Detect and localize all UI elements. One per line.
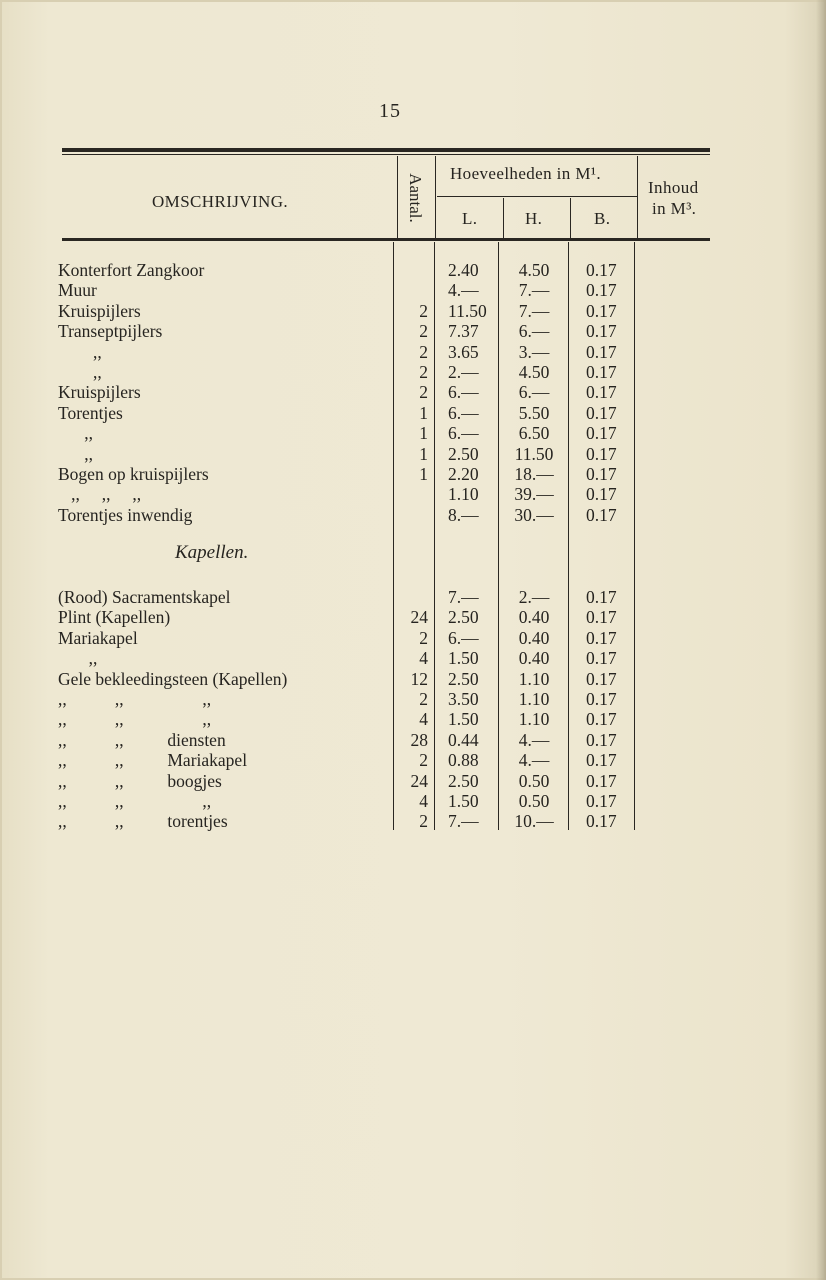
table-row <box>0 444 826 464</box>
row-length: 2.50 <box>448 607 479 628</box>
row-description: ,, ,, torentjes <box>58 811 228 832</box>
table-row <box>0 484 826 504</box>
row-height: 4.50 <box>518 260 550 280</box>
row-length: 1.50 <box>448 709 479 730</box>
table-row <box>0 403 826 423</box>
row-length: 6.— <box>448 382 479 403</box>
row-aantal: 24 <box>410 607 428 628</box>
row-length: 2.50 <box>448 770 479 791</box>
row-width: 0.17 <box>586 607 617 628</box>
row-width: 0.17 <box>586 750 617 771</box>
row-aantal: 4 <box>419 709 428 730</box>
row-width: 0.17 <box>586 341 617 362</box>
row-width: 0.17 <box>586 300 617 321</box>
row-height: 0.40 <box>518 648 550 669</box>
row-description: Mariakapel <box>58 627 138 648</box>
row-width: 0.17 <box>586 648 617 669</box>
row-aantal: 28 <box>410 729 428 750</box>
row-description: Kruispijlers <box>58 382 141 403</box>
row-length: 0.88 <box>448 750 479 771</box>
row-aantal: 12 <box>410 668 428 689</box>
row-description: ,, ,, ,, <box>58 709 212 730</box>
row-description: ,, <box>58 341 102 362</box>
row-description: Muur <box>58 280 97 301</box>
row-aantal: 1 <box>419 443 428 464</box>
row-height: 1.10 <box>518 668 550 689</box>
row-length: 6.— <box>448 402 479 423</box>
row-width: 0.17 <box>586 627 617 648</box>
row-description: Torentjes inwendig <box>58 504 193 525</box>
page-number: 15 <box>379 100 401 122</box>
row-aantal: 1 <box>419 402 428 423</box>
row-description: Plint (Kapellen) <box>58 607 171 628</box>
row-height: 6.50 <box>518 423 550 444</box>
row-height: 39.— <box>514 484 554 505</box>
row-length: 7.— <box>448 587 479 607</box>
col-divider-l-hdr <box>435 156 436 238</box>
row-length: 1.10 <box>448 484 479 505</box>
row-description: ,, <box>58 423 93 444</box>
row-height: 2.— <box>518 587 550 607</box>
row-width: 0.17 <box>586 689 617 709</box>
table-row <box>0 464 826 484</box>
header-b: B. <box>594 209 611 228</box>
table-row <box>0 342 826 362</box>
row-description: (Rood) Sacramentskapel <box>58 587 231 607</box>
table-row <box>0 669 826 689</box>
hoeveelheden-subrule <box>437 196 637 197</box>
col-divider-h-hdr <box>503 198 504 238</box>
row-height: 11.50 <box>514 443 554 464</box>
table-row <box>0 587 826 607</box>
row-height: 0.40 <box>518 627 550 648</box>
table-row <box>0 750 826 770</box>
row-aantal: 2 <box>419 627 428 648</box>
table-row <box>0 689 826 709</box>
row-description: ,, ,, Mariakapel <box>58 750 248 771</box>
row-height: 18.— <box>514 464 554 484</box>
header-inhoud-line1: Inhoud <box>648 178 699 197</box>
row-aantal: 1 <box>419 423 428 444</box>
row-description: ,, ,, boogjes <box>58 770 222 791</box>
row-aantal: 2 <box>419 300 428 321</box>
row-width: 0.17 <box>586 443 617 464</box>
row-width: 0.17 <box>586 668 617 689</box>
row-height: 30.— <box>514 504 554 525</box>
row-height: 4.50 <box>518 362 550 382</box>
row-length: 7.— <box>448 811 479 832</box>
row-aantal: 1 <box>419 464 428 484</box>
table-row <box>0 423 826 443</box>
row-length: 4.— <box>448 280 479 301</box>
row-length: 6.— <box>448 627 479 648</box>
row-length: 0.44 <box>448 729 479 750</box>
row-aantal: 2 <box>419 750 428 771</box>
row-height: 7.— <box>518 300 550 321</box>
row-aantal: 24 <box>410 770 428 791</box>
row-aantal: 2 <box>419 811 428 832</box>
header-aantal-cell <box>401 160 429 236</box>
row-height: 0.50 <box>518 770 550 791</box>
row-description: Kruispijlers <box>58 300 141 321</box>
header-h: H. <box>525 209 543 228</box>
row-height: 6.— <box>518 321 550 342</box>
row-description: ,, <box>58 362 102 382</box>
row-width: 0.17 <box>586 423 617 444</box>
col-divider-inhoud-hdr <box>637 156 638 238</box>
row-aantal: 2 <box>419 689 428 709</box>
row-height: 4.— <box>518 750 550 771</box>
row-description: ,, ,, ,, <box>58 484 142 505</box>
row-description: ,, <box>58 443 93 464</box>
row-length: 2.50 <box>448 443 479 464</box>
row-width: 0.17 <box>586 770 617 791</box>
row-description: Transeptpijlers <box>58 321 163 342</box>
table-top-rule-thin <box>62 154 710 155</box>
row-height: 1.10 <box>518 689 550 709</box>
header-l: L. <box>462 209 478 228</box>
row-length: 3.50 <box>448 689 479 709</box>
row-length: 2.50 <box>448 668 479 689</box>
row-length: 11.50 <box>448 300 487 321</box>
header-aantal: Aantal. <box>406 173 426 223</box>
col-divider-b-hdr <box>570 198 571 238</box>
row-height: 5.50 <box>518 402 550 423</box>
row-length: 2.20 <box>448 464 479 484</box>
row-height: 0.50 <box>518 791 550 811</box>
row-aantal: 2 <box>419 321 428 342</box>
row-width: 0.17 <box>586 280 617 301</box>
row-width: 0.17 <box>586 382 617 403</box>
row-aantal: 4 <box>419 791 428 811</box>
row-height: 1.10 <box>518 709 550 730</box>
row-width: 0.17 <box>586 402 617 423</box>
row-description: ,, <box>58 648 98 669</box>
row-description: Konterfort Zangkoor <box>58 260 205 280</box>
row-length: 2.— <box>448 362 479 382</box>
row-height: 3.— <box>518 341 550 362</box>
table-row <box>0 607 826 627</box>
row-length: 2.40 <box>448 260 479 280</box>
row-length: 1.50 <box>448 648 479 669</box>
row-description: Bogen op kruispijlers <box>58 464 209 484</box>
row-width: 0.17 <box>586 484 617 505</box>
row-width: 0.17 <box>586 811 617 832</box>
row-width: 0.17 <box>586 362 617 382</box>
table-row <box>0 771 826 791</box>
table-row <box>0 301 826 321</box>
row-height: 6.— <box>518 382 550 403</box>
table-row <box>0 321 826 341</box>
header-omschrijving: OMSCHRIJVING. <box>152 192 289 211</box>
table-row <box>0 730 826 750</box>
row-length: 1.50 <box>448 791 479 811</box>
table-row <box>0 280 826 300</box>
row-width: 0.17 <box>586 504 617 525</box>
col-divider-aantal-hdr <box>397 156 398 238</box>
row-width: 0.17 <box>586 709 617 730</box>
table-row <box>0 811 826 831</box>
row-length: 6.— <box>448 423 479 444</box>
table-row <box>0 628 826 648</box>
row-width: 0.17 <box>586 260 617 280</box>
row-description: Gele bekleedingsteen (Kapellen) <box>58 668 288 689</box>
table-top-rule <box>62 148 710 152</box>
table-row <box>0 362 826 382</box>
row-description: ,, ,, ,, <box>58 791 212 811</box>
table-row <box>0 260 826 280</box>
row-length: 8.— <box>448 504 479 525</box>
row-width: 0.17 <box>586 321 617 342</box>
header-inhoud-line2: in M³. <box>652 199 697 218</box>
row-description: ,, ,, diensten <box>58 729 226 750</box>
row-length: 7.37 <box>448 321 479 342</box>
row-description: Torentjes <box>58 402 123 423</box>
section-title-kapellen: Kapellen. <box>175 542 249 563</box>
row-height: 4.— <box>518 729 550 750</box>
table-row <box>0 648 826 668</box>
table-row <box>0 505 826 525</box>
table-row <box>0 791 826 811</box>
header-bottom-rule <box>62 238 710 241</box>
table-row <box>0 709 826 729</box>
row-aantal: 4 <box>419 648 428 669</box>
row-width: 0.17 <box>586 587 617 607</box>
row-aantal: 2 <box>419 382 428 403</box>
row-width: 0.17 <box>586 791 617 811</box>
row-aantal: 2 <box>419 341 428 362</box>
row-length: 3.65 <box>448 341 479 362</box>
row-height: 0.40 <box>518 607 550 628</box>
row-description: ,, ,, ,, <box>58 689 212 709</box>
row-width: 0.17 <box>586 729 617 750</box>
row-width: 0.17 <box>586 464 617 484</box>
row-height: 10.— <box>514 811 554 832</box>
row-aantal: 2 <box>419 362 428 382</box>
header-hoeveelheden: Hoeveelheden in M¹. <box>450 164 602 183</box>
row-height: 7.— <box>518 280 550 301</box>
table-row <box>0 382 826 402</box>
